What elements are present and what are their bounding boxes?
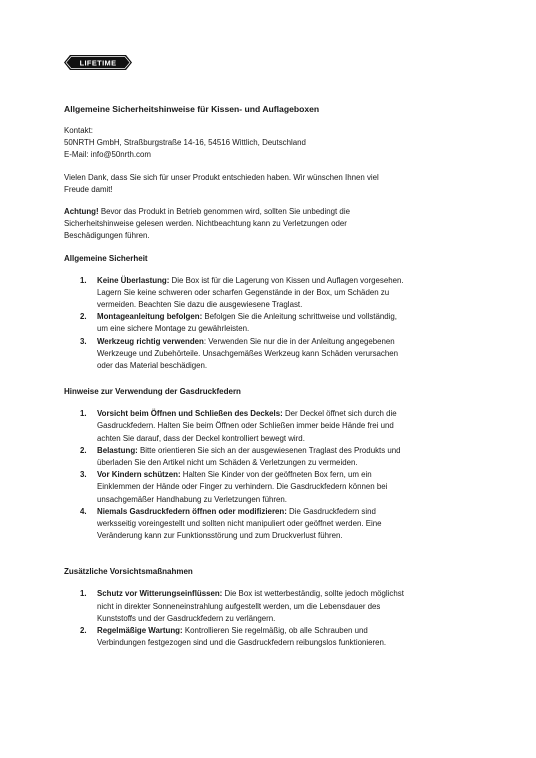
section-heading: Hinweise zur Verwendung der Gasdruckfedern xyxy=(64,387,241,397)
list-item-text: Die Gasdruckfedern sind xyxy=(286,506,376,516)
list-item-text: um eine sichere Montage zu gewährleisten. xyxy=(97,324,250,334)
list-item-text: Der Deckel öffnet sich durch die xyxy=(282,409,397,419)
list-item-title: Niemals Gasdruckfedern öffnen oder modifizieren: xyxy=(97,506,287,516)
list-item xyxy=(64,469,464,506)
list-item-text: Verbindungen festgezogen sind und die Gasdruckfedern reibungslos funktionieren. xyxy=(97,638,387,648)
list-item-text: achten Sie darauf, dass der Deckel kontrolliert bewegt wird. xyxy=(97,433,305,443)
list-item-text: Kunststoffs und der Gasdruckfedern zu verlängern. xyxy=(97,613,276,623)
numbered-list xyxy=(64,275,464,373)
list-item-text: Kontrollieren Sie regelmäßig, ob alle Schrauben und xyxy=(182,626,368,636)
list-item-title: Vor Kindern schützen: xyxy=(97,470,181,480)
warning-line-3: Beschädigungen führen. xyxy=(64,231,150,241)
list-number: 3. xyxy=(80,336,87,346)
list-number: 2. xyxy=(80,626,87,636)
document-title: Allgemeine Sicherheitshinweise für Kissen- und Auflageboxen xyxy=(64,104,320,114)
section-heading: Allgemeine Sicherheit xyxy=(64,253,148,263)
list-item-text: Halten Sie Kinder von der geöffneten Box fern, um ein xyxy=(180,470,372,480)
list-item-text: Gasdruckfedern. Halten Sie beim Öffnen oder Schließen immer beide Hände frei und xyxy=(97,421,394,431)
list-item xyxy=(64,625,464,649)
list-number: 4. xyxy=(80,506,87,516)
intro-line-1: Vielen Dank, dass Sie sich für unser Produkt entschieden haben. Wir wünschen Ihnen viel xyxy=(64,172,379,182)
list-item-title: Montageanleitung befolgen: xyxy=(97,312,203,322)
section-heading: Zusätzliche Vorsichtsmaßnahmen xyxy=(64,567,193,577)
list-item-text: Lagern Sie keine schweren oder scharfen Gegenstände in der Box, um Schäden zu xyxy=(97,287,390,297)
intro-line-2: Freude damit! xyxy=(64,184,113,194)
contact-email: E-Mail: info@50nrth.com xyxy=(64,150,151,160)
list-number: 1. xyxy=(80,275,87,285)
lifetime-logo xyxy=(64,55,132,70)
list-item xyxy=(64,408,464,445)
list-item xyxy=(64,336,464,373)
warning-line-1 xyxy=(64,206,464,218)
document-body xyxy=(64,103,464,650)
list-item-text: : Verwenden Sie nur die in der Anleitung angegebenen xyxy=(203,336,395,346)
list-number: 2. xyxy=(80,445,87,455)
list-item-text: nicht in direkter Sonneneinstrahlung aufgestellt werden, um die Lebensdauer des xyxy=(97,601,381,611)
list-number: 1. xyxy=(80,409,87,419)
list-item-title: Belastung: xyxy=(97,445,138,455)
list-number: 3. xyxy=(80,470,87,480)
warning-bold: Achtung! xyxy=(64,207,99,217)
list-item-title: Vorsicht beim Öffnen und Schließen des Deckels: xyxy=(97,409,283,419)
list-item xyxy=(64,275,464,312)
list-item xyxy=(64,588,464,625)
numbered-list xyxy=(64,408,464,542)
warning-text: Bevor das Produkt in Betrieb genommen wird, sollten Sie unbedingt die xyxy=(98,207,350,217)
list-item xyxy=(64,311,464,335)
contact-address: 50NRTH GmbH, Straßburgstraße 14-16, 54516 Wittlich, Deutschland xyxy=(64,138,306,148)
list-item-text: Befolgen Sie die Anleitung schrittweise und vollständig, xyxy=(202,312,397,322)
list-item-title: Keine Überlastung: xyxy=(97,275,170,285)
list-item-title: Schutz vor Witterungseinflüssen: xyxy=(97,589,223,599)
list-number: 2. xyxy=(80,312,87,322)
logo-text: LIFETIME xyxy=(79,58,117,68)
list-number: 1. xyxy=(80,589,87,599)
list-item-text: Veränderung kann zur Funktionsstörung und zum Druckverlust führen. xyxy=(97,531,343,541)
list-item-text: Die Box ist für die Lagerung von Kissen und Auflagen vorgesehen. xyxy=(169,275,404,285)
list-item-text: Einklemmen der Hände oder Finger zu verhindern. Die Gasdruckfedern können bei xyxy=(97,482,388,492)
list-item-text: werksseitig voreingestellt und sollten nicht manipuliert oder geöffnet werden. Eine xyxy=(97,519,382,529)
list-item-text: oder das Material beschädigen. xyxy=(97,361,208,371)
list-item-text: Bitte orientieren Sie sich an der ausgewiesenen Traglast des Produkts und xyxy=(137,445,401,455)
numbered-list xyxy=(64,588,464,649)
list-item xyxy=(64,506,464,543)
contact-label: Kontakt: xyxy=(64,126,93,135)
list-item-text: unsachgemäßer Handhabung zu Verletzungen führen. xyxy=(97,494,287,504)
list-item-text: vermeiden. Beachten Sie dazu die ausgewiesene Traglast. xyxy=(97,300,303,310)
list-item-text: Die Box ist wetterbeständig, sollte jedoch möglichst xyxy=(222,589,404,599)
list-item-title: Regelmäßige Wartung: xyxy=(97,626,183,636)
list-item-text: überladen Sie den Artikel nicht um Schäden & Verletzungen zu vermeiden. xyxy=(97,458,358,468)
warning-line-2: Sicherheitshinweise gelesen werden. Nichtbeachtung kann zu Verletzungen oder xyxy=(64,219,347,229)
list-item-title: Werkzeug richtig verwenden xyxy=(97,336,204,346)
list-item xyxy=(64,445,464,469)
list-item-text: Werkzeuge und Zubehörteile. Unsachgemäßes Werkzeug kann Schäden verursachen xyxy=(97,348,399,358)
